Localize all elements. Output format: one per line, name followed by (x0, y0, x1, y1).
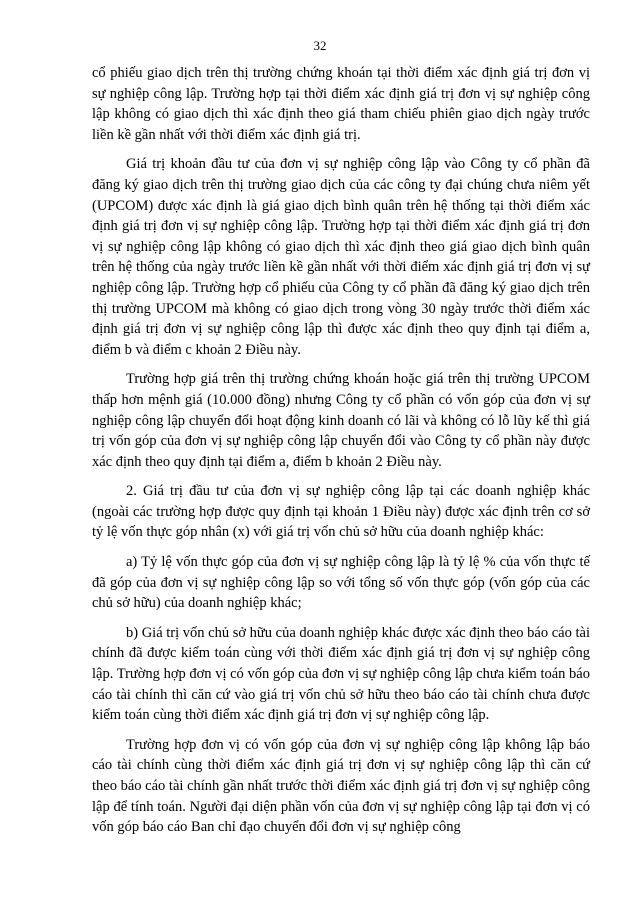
document-body (92, 63, 590, 847)
paragraph-upcom-investment: Giá trị khoản đầu tư của đơn vị sự nghiệp công lập vào Công ty cổ phần đã đăng ký giao dịch trên thị trường giao dịch của các công ty đại chúng chưa niêm yết (UPCOM) được xác định là giá giao dịch bình quân trên hệ thống tại thời điểm xác định giá trị đơn vị sự nghiệp công lập. Trường hợp tại thời điểm xác định giá trị đơn vị sự nghiệp công lập không có giao dịch thì xác định theo giá giao dịch bình quân trên hệ thống của ngày trước liền kề gần nhất với thời điểm xác định giá trị đơn vị sự nghiệp công lập. Trường hợp cổ phiếu của Công ty cổ phần đã đăng ký giao dịch trên thị trường UPCOM mà không có giao dịch trong vòng 30 ngày trước thời điểm xác định giá trị đơn vị sự nghiệp công lập thì được xác định theo quy định tại điểm a, điểm b và điểm c khoản 2 Điều này. (92, 156, 590, 358)
paragraph-clause-2: 2. Giá trị đầu tư của đơn vị sự nghiệp công lập tại các doanh nghiệp khác (ngoài các trường hợp được quy định tại khoản 1 Điều này) được xác định trên cơ sở tỷ lệ vốn thực góp nhân (x) với giá trị vốn chủ sở hữu của doanh nghiệp khác: (92, 483, 590, 541)
paragraph-price-below-par: Trường hợp giá trên thị trường chứng khoán hoặc giá trên thị trường UPCOM thấp hơn mệnh giá (10.000 đồng) nhưng Công ty cổ phần có vốn góp của đơn vị sự nghiệp công lập chuyển đổi hoạt động kinh doanh có lãi và không có lỗ lũy kế thì giá trị vốn góp của đơn vị sự nghiệp công lập chuyển đổi vào Công ty cổ phần này được xác định theo quy định tại điểm a, điểm b khoản 2 Điều này. (92, 371, 590, 470)
paragraph-continuation: cổ phiếu giao dịch trên thị trường chứng khoán tại thời điểm xác định giá trị đơn vị sự nghiệp công lập. Trường hợp tại thời điểm xác định giá trị đơn vị sự nghiệp công lập không có giao dịch thì xác định theo giá tham chiếu phiên giao dịch ngày trước liền kề gần nhất với thời điểm xác định giá trị. (92, 65, 590, 143)
paragraph-no-financial-report: Trường hợp đơn vị có vốn góp của đơn vị sự nghiệp công lập không lập báo cáo tài chính cùng thời điểm xác định giá trị đơn vị sự nghiệp công lập thì căn cứ theo báo cáo tài chính gần nhất trước thời điểm xác định giá trị đơn vị sự nghiệp công lập để tính toán. Người đại diện phần vốn của đơn vị sự nghiệp công lập tại đơn vị có vốn góp báo cáo Ban chỉ đạo chuyển đổi đơn vị sự nghiệp công (92, 736, 590, 836)
paragraph-point-a: a) Tỷ lệ vốn thực góp của đơn vị sự nghiệp công lập là tỷ lệ % của vốn thực tế đã góp của đơn vị sự nghiệp công lập so với tổng số vốn thực góp (vốn góp của các chủ sở hữu) của doanh nghiệp khác; (92, 554, 590, 612)
paragraph-point-b: b) Giá trị vốn chủ sở hữu của doanh nghiệp khác được xác định theo báo cáo tài chính đã được kiểm toán cùng với thời điểm xác định giá trị đơn vị sự nghiệp công lập. Trường hợp đơn vị có vốn góp của đơn vị sự nghiệp công lập chưa kiểm toán báo cáo tài chính thì căn cứ vào giá trị vốn chủ sở hữu theo báo cáo tài chính chưa được kiểm toán cùng thời điểm xác định giá trị đơn vị sự nghiệp công lập. (92, 624, 590, 724)
page-number: 32 (313, 38, 327, 53)
